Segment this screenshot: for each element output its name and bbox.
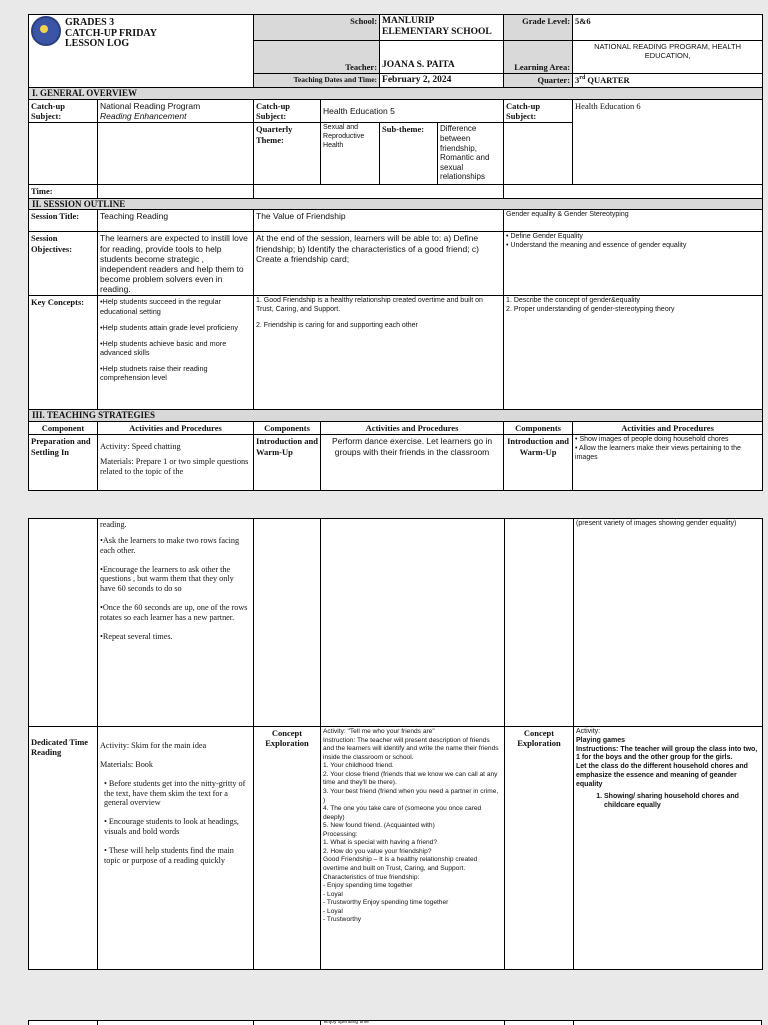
section-general-overview: I. GENERAL OVERVIEW [29,88,763,100]
quarter-label: Quarter: [504,73,573,87]
quarterly-theme-value: Sexual and Reproductive Health [321,123,380,185]
session-objectives-a: The learners are expected to instill love for reading, provide tools to help students become strategic , independent readers and help them to become problem solvers even in reading. [98,232,254,296]
col-header-components-c: Components [504,422,573,435]
concept-exploration-activity-c: Activity: Playing games Instructions: The teacher will group the class into two, 1 for the boys and the other group for the girls. Let the class do the different household chores and emphasize the essence and meaning of geander equality 1. Showing/ sharing household chores and childcare equally [574,727,763,970]
time-a [98,185,254,198]
concept-exploration-activity-b: Activity: "Tell me who your friends are" Instruction: The teacher will present description of friends and the learners will identify and write the name their friends inside the classroom or school. 1. Your childhood friend. 2. Your close friend (friends that we know we can call at any time and they'll be there). 3. Your best friend (friend when you need a partner in crime, ) 4. The one you take care of (someone you once cared deeply) 5. New found friend. (Acquainted with) Processing: 1. What is special with having a friend? 2. How do you value your friendship? Good Friendship – It is a healthy relationship created overtime and built on Trust, Caring, and Support. Characteristics of true friendship: - Enjoy spending time together - Loyal - Trustworthy Enjoy spending time together - Loyal - Trustworthy [321,727,505,970]
school-value: MANLURIP ELEMENTARY SCHOOL [380,15,504,41]
deped-seal-icon [31,16,61,46]
session-title-b: The Value of Friendship [254,210,504,232]
key-concepts-b: 1. Good Friendship is a healthy relationship created overtime and built on Trust, Caring, and Support. 2. Friendship is caring for and supporting each other [254,296,504,410]
section-session-outline: II. SESSION OUTLINE [29,198,763,210]
catchup-subject-label-a: Catch-up Subject: [29,99,98,122]
time-b [254,185,504,198]
teacher-value: JOANA S. PAITA [380,40,504,73]
session-objectives-label: Session Objectives: [29,232,98,296]
session-objectives-c: • Define Gender Equality • Understand the meaning and essence of gender equality [504,232,763,296]
col-header-components-b: Components [254,422,321,435]
time-c [504,185,763,198]
key-concepts-c: 1. Describe the concept of gender&equality 2. Proper understanding of gender-stereotyping theory [504,296,763,410]
intro-warmup-activity-b: Perform dance exercise. Let learners go in groups with their friends in the classroom [321,435,504,491]
catchup-subject-a: National Reading Program Reading Enhancement [98,99,254,122]
header-logo-cell [29,15,254,88]
intro-warmup-activity-c: • Show images of people doing household chores • Allow the learners make their views pertaining to the images [573,435,763,491]
col-header-activities-b: Activities and Procedures [321,422,504,435]
cont-activity-c: (present variety of images showing gender equality) [574,519,763,727]
section-teaching-strategies: III. TEACHING STRATEGIES [29,410,763,422]
page3-fragment-text: Enjoy spending time [324,1020,370,1024]
catchup-subject-b: Health Education 5 [321,99,504,122]
preparation-activity: Activity: Speed chatting Materials: Prepare 1 or two simple questions related to the topic of the [98,435,254,491]
cont-activity-b [321,519,505,727]
cont-component-c [505,519,574,727]
theme-spacer-c [504,123,573,185]
grade-label: Grade Level: [504,15,573,41]
catchup-subject-label-b: Catch-up Subject: [254,99,321,122]
concept-exploration-label-b: Concept Exploration [254,727,321,970]
key-concepts-a: •Help students succeed in the regular educational setting •Help students attain grade level proficieny •Help students achieve basic and more advanced skills •Help studnets raise their reading comprehension level [98,296,254,410]
learning-area-label: Learning Area: [504,40,573,73]
cont-component-b [254,519,321,727]
col-header-component: Component [29,422,98,435]
col-header-activities-c: Activities and Procedures [573,422,763,435]
learning-area-value: NATIONAL READING PROGRAM, HEALTH EDUCATION, [573,40,763,73]
cont-component [29,519,98,727]
cont-activity-a: reading. •Ask the learners to make two rows facing each other. •Encourage the learners to ask other the questions , but warm them that they only have 60 seconds to do so •Once the 60 seconds are up, one of the rows rotates so each learner has a new partner. •Repeat several times. [98,519,254,727]
concept-c-item-1: 1. Showing/ sharing household chores and childcare equally [604,793,760,811]
lesson-log-table-continued [28,518,763,970]
preparation-label: Preparation and Settling In [29,435,98,491]
catchup-subject-label-c: Catch-up Subject: [504,99,573,122]
page-2 [28,518,762,970]
teacher-label: Teacher: [254,40,380,73]
session-objectives-b: At the end of the session, learners will be able to: a) Define friendship; b) Identify the characteristics of a good friend; c) Create a friendship card; [254,232,504,296]
dates-label: Teaching Dates and Time: [254,73,380,87]
session-title-a: Teaching Reading [98,210,254,232]
theme-spacer-b [98,123,254,185]
subtheme-value: Difference between friendship, Romantic and sexual relationships [438,123,504,185]
key-concepts-label: Key Concepts: [29,296,98,410]
intro-warmup-label-c: Introduction and Warm-Up [504,435,573,491]
concept-exploration-label-c: Concept Exploration [505,727,574,970]
theme-spacer-a [29,123,98,185]
session-title-c: Gender equality & Gender Stereotyping [504,210,763,232]
time-label: Time: [29,185,98,198]
subtheme-label: Sub-theme: [380,123,438,185]
page-3 [28,1020,762,1025]
dates-value: February 2, 2024 [380,73,504,87]
dedicated-time-reading-activity: Activity: Skim for the main idea Materials: Book • Before students get into the nitty-gritty of the text, have them skim the text for a general overview • Encourage students to look at headings, visuals and bold words • These will help students find the main topic or purpose of a reading quickly [98,727,254,970]
quarterly-theme-label: Quarterly Theme: [254,123,321,185]
session-title-label: Session Title: [29,210,98,232]
header-title: GRADES 3 CATCH-UP FRIDAY LESSON LOG [65,17,157,49]
dedicated-time-reading-label: Dedicated Time Reading [29,727,98,970]
school-label: School: [254,15,380,41]
intro-warmup-label-b: Introduction and Warm-Up [254,435,321,491]
col-header-activities-a: Activities and Procedures [98,422,254,435]
grade-value: 5&6 [573,15,763,41]
quarter-value: 3rd QUARTER [573,73,763,87]
catchup-subject-c: Health Education 6 [573,99,763,184]
page-1 [28,14,762,491]
lesson-log-table [28,14,763,491]
